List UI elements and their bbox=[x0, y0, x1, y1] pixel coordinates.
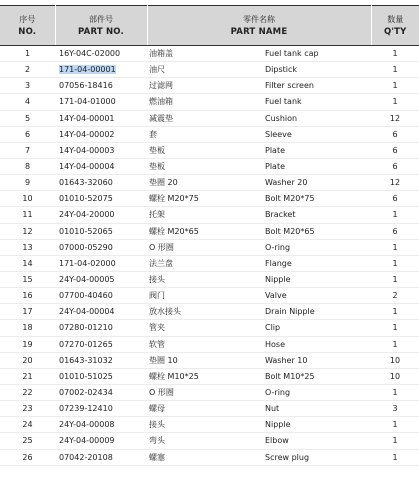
part-number: 01643-31032 bbox=[55, 352, 147, 368]
quantity: 1 bbox=[371, 433, 419, 449]
table-row bbox=[0, 271, 419, 287]
table-row bbox=[0, 239, 419, 255]
part-number: 07042-20108 bbox=[55, 449, 147, 465]
part-name-cn: 弯头 bbox=[147, 433, 265, 449]
part-name-cn: 减震垫 bbox=[147, 110, 265, 126]
part-name-cn: 油尺 bbox=[147, 62, 265, 78]
row-number: 6 bbox=[0, 126, 55, 142]
part-name-cn: O 形圈 bbox=[147, 239, 265, 255]
table-row bbox=[0, 449, 419, 465]
part-name-cn: 燃油箱 bbox=[147, 94, 265, 110]
table-header bbox=[0, 6, 419, 46]
header-part-name-cn: 零件名称 bbox=[243, 14, 275, 24]
table-body bbox=[0, 46, 419, 466]
row-number: 13 bbox=[0, 239, 55, 255]
part-number: 16Y-04C-02000 bbox=[55, 46, 147, 62]
part-name-en: Fuel tank bbox=[265, 94, 371, 110]
quantity: 1 bbox=[371, 449, 419, 465]
table-row bbox=[0, 207, 419, 223]
row-number: 1 bbox=[0, 46, 55, 62]
part-name-cn: 螺栓 M10*25 bbox=[147, 368, 265, 384]
part-name-cn: 垫圈 20 bbox=[147, 175, 265, 191]
quantity: 12 bbox=[371, 110, 419, 126]
part-name-cn: 螺塞 bbox=[147, 449, 265, 465]
part-name-en: Flange bbox=[265, 255, 371, 271]
table-row bbox=[0, 288, 419, 304]
quantity: 1 bbox=[371, 384, 419, 400]
part-name-en: O-ring bbox=[265, 239, 371, 255]
quantity: 1 bbox=[371, 304, 419, 320]
header-part-no-en: PART NO. bbox=[78, 26, 124, 37]
parts-table bbox=[0, 5, 419, 466]
part-name-en: Nut bbox=[265, 401, 371, 417]
table-row bbox=[0, 433, 419, 449]
part-name-cn: 螺栓 M20*75 bbox=[147, 191, 265, 207]
part-name-en: Hose bbox=[265, 336, 371, 352]
part-name-en: Plate bbox=[265, 142, 371, 158]
part-name-en: Washer 20 bbox=[265, 175, 371, 191]
table-row bbox=[0, 62, 419, 78]
row-number: 9 bbox=[0, 175, 55, 191]
part-name-en: Bolt M20*65 bbox=[265, 223, 371, 239]
row-number: 19 bbox=[0, 336, 55, 352]
row-number: 4 bbox=[0, 94, 55, 110]
part-number: 24Y-04-00004 bbox=[55, 304, 147, 320]
row-number: 14 bbox=[0, 255, 55, 271]
row-number: 26 bbox=[0, 449, 55, 465]
quantity: 6 bbox=[371, 142, 419, 158]
header-no-en: NO. bbox=[18, 26, 37, 37]
part-number: 01010-52075 bbox=[55, 191, 147, 207]
part-number bbox=[55, 62, 147, 78]
part-name-cn: 接头 bbox=[147, 417, 265, 433]
part-name-en: Fuel tank cap bbox=[265, 46, 371, 62]
selected-text[interactable]: 171-04-00001 bbox=[59, 65, 116, 75]
table-row bbox=[0, 142, 419, 158]
quantity: 1 bbox=[371, 207, 419, 223]
part-number: 24Y-04-00009 bbox=[55, 433, 147, 449]
row-number: 22 bbox=[0, 384, 55, 400]
part-name-cn: 法兰盘 bbox=[147, 255, 265, 271]
row-number: 8 bbox=[0, 158, 55, 174]
row-number: 23 bbox=[0, 401, 55, 417]
part-name-cn: 接头 bbox=[147, 271, 265, 287]
quantity: 1 bbox=[371, 46, 419, 62]
part-number: 01643-32060 bbox=[55, 175, 147, 191]
row-number: 21 bbox=[0, 368, 55, 384]
part-number: 07700-40460 bbox=[55, 288, 147, 304]
part-number: 01010-51025 bbox=[55, 368, 147, 384]
part-name-en: Valve bbox=[265, 288, 371, 304]
table-row bbox=[0, 126, 419, 142]
table-row bbox=[0, 158, 419, 174]
part-number: 14Y-04-00003 bbox=[55, 142, 147, 158]
table-row bbox=[0, 352, 419, 368]
part-name-cn: 套 bbox=[147, 126, 265, 142]
table-row bbox=[0, 175, 419, 191]
row-number: 25 bbox=[0, 433, 55, 449]
table-row bbox=[0, 46, 419, 62]
part-name-cn: 托架 bbox=[147, 207, 265, 223]
part-number: 14Y-04-00002 bbox=[55, 126, 147, 142]
part-number: 14Y-04-00001 bbox=[55, 110, 147, 126]
part-name-en: Cushion bbox=[265, 110, 371, 126]
part-name-cn: 垫板 bbox=[147, 158, 265, 174]
row-number: 17 bbox=[0, 304, 55, 320]
table-row bbox=[0, 223, 419, 239]
row-number: 18 bbox=[0, 320, 55, 336]
quantity: 6 bbox=[371, 158, 419, 174]
part-name-cn: 管夹 bbox=[147, 320, 265, 336]
table-row bbox=[0, 94, 419, 110]
table-row bbox=[0, 255, 419, 271]
table-row bbox=[0, 110, 419, 126]
table-row bbox=[0, 304, 419, 320]
part-number: 01010-52065 bbox=[55, 223, 147, 239]
row-number: 20 bbox=[0, 352, 55, 368]
header-no-cn: 序号 bbox=[19, 14, 36, 24]
part-name-cn: 螺栓 M20*65 bbox=[147, 223, 265, 239]
quantity: 1 bbox=[371, 78, 419, 94]
part-name-en: Washer 10 bbox=[265, 352, 371, 368]
quantity: 6 bbox=[371, 223, 419, 239]
quantity: 1 bbox=[371, 417, 419, 433]
quantity: 6 bbox=[371, 126, 419, 142]
quantity: 6 bbox=[371, 191, 419, 207]
header-qty bbox=[371, 6, 419, 46]
part-number: 24Y-04-00008 bbox=[55, 417, 147, 433]
quantity: 1 bbox=[371, 271, 419, 287]
header-row bbox=[0, 6, 419, 46]
row-number: 12 bbox=[0, 223, 55, 239]
quantity: 1 bbox=[371, 320, 419, 336]
part-name-en: Clip bbox=[265, 320, 371, 336]
part-name-en: Bolt M10*25 bbox=[265, 368, 371, 384]
header-part-no bbox=[55, 6, 147, 46]
part-name-cn: O 形圈 bbox=[147, 384, 265, 400]
part-number: 07056-18416 bbox=[55, 78, 147, 94]
row-number: 11 bbox=[0, 207, 55, 223]
part-name-en: O-ring bbox=[265, 384, 371, 400]
header-qty-en: Q'TY bbox=[383, 26, 407, 37]
part-name-en: Dipstick bbox=[265, 62, 371, 78]
table-row bbox=[0, 320, 419, 336]
table-row bbox=[0, 368, 419, 384]
quantity: 10 bbox=[371, 352, 419, 368]
quantity: 1 bbox=[371, 336, 419, 352]
part-name-cn: 阀门 bbox=[147, 288, 265, 304]
table-row bbox=[0, 191, 419, 207]
part-name-en: Bracket bbox=[265, 207, 371, 223]
part-number: 07280-01210 bbox=[55, 320, 147, 336]
part-name-en: Plate bbox=[265, 158, 371, 174]
part-name-en: Filter screen bbox=[265, 78, 371, 94]
quantity: 10 bbox=[371, 368, 419, 384]
part-number: 14Y-04-00004 bbox=[55, 158, 147, 174]
quantity: 1 bbox=[371, 94, 419, 110]
table-row bbox=[0, 78, 419, 94]
row-number: 3 bbox=[0, 78, 55, 94]
part-name-en: Screw plug bbox=[265, 449, 371, 465]
part-name-cn: 螺母 bbox=[147, 401, 265, 417]
row-number: 24 bbox=[0, 417, 55, 433]
quantity: 2 bbox=[371, 288, 419, 304]
part-number: 24Y-04-00005 bbox=[55, 271, 147, 287]
table-row bbox=[0, 401, 419, 417]
part-number: 24Y-04-20000 bbox=[55, 207, 147, 223]
row-number: 15 bbox=[0, 271, 55, 287]
row-number: 10 bbox=[0, 191, 55, 207]
table-row bbox=[0, 336, 419, 352]
row-number: 16 bbox=[0, 288, 55, 304]
part-name-en: Elbow bbox=[265, 433, 371, 449]
table-row bbox=[0, 384, 419, 400]
quantity: 1 bbox=[371, 239, 419, 255]
header-part-name-en: PART NAME bbox=[230, 26, 288, 37]
part-name-en: Nipple bbox=[265, 417, 371, 433]
part-name-cn: 放水接头 bbox=[147, 304, 265, 320]
part-number: 07270-01265 bbox=[55, 336, 147, 352]
header-no bbox=[0, 6, 55, 46]
part-number: 07002-02434 bbox=[55, 384, 147, 400]
row-number: 7 bbox=[0, 142, 55, 158]
part-number: 07239-12410 bbox=[55, 401, 147, 417]
part-name-cn: 油箱盖 bbox=[147, 46, 265, 62]
part-name-en: Sleeve bbox=[265, 126, 371, 142]
part-name-en: Nipple bbox=[265, 271, 371, 287]
part-name-cn: 过滤网 bbox=[147, 78, 265, 94]
header-part-name bbox=[147, 6, 371, 46]
quantity: 12 bbox=[371, 175, 419, 191]
part-number: 07000-05290 bbox=[55, 239, 147, 255]
part-name-en: Drain Nipple bbox=[265, 304, 371, 320]
header-qty-cn: 数量 bbox=[387, 14, 404, 24]
header-part-no-cn: 部件号 bbox=[89, 14, 113, 24]
row-number: 2 bbox=[0, 62, 55, 78]
row-number: 5 bbox=[0, 110, 55, 126]
part-name-cn: 软管 bbox=[147, 336, 265, 352]
quantity: 1 bbox=[371, 255, 419, 271]
part-name-cn: 垫板 bbox=[147, 142, 265, 158]
quantity: 3 bbox=[371, 401, 419, 417]
part-name-en: Bolt M20*75 bbox=[265, 191, 371, 207]
quantity: 1 bbox=[371, 62, 419, 78]
part-number: 171-04-02000 bbox=[55, 255, 147, 271]
part-name-cn: 垫圈 10 bbox=[147, 352, 265, 368]
table-row bbox=[0, 417, 419, 433]
part-number: 171-04-01000 bbox=[55, 94, 147, 110]
